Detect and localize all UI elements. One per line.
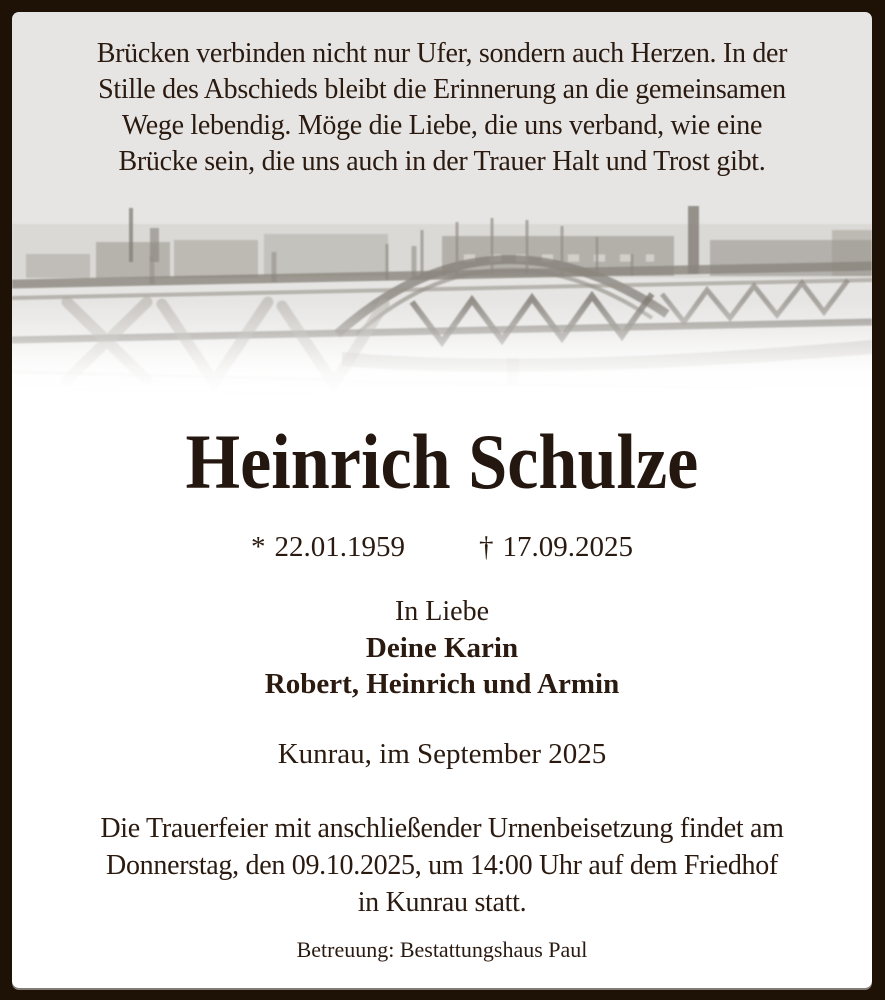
mourner-line: Deine Karin <box>365 632 519 664</box>
ceremony-line: in Kunrau statt. <box>357 887 527 918</box>
ceremony-details <box>12 810 872 921</box>
farewell-intro: In Liebe <box>394 596 490 627</box>
bridge-sketch-illustration <box>12 182 872 400</box>
death-cross-symbol: † <box>479 531 494 563</box>
quote-line: Brücke sein, die uns auch in der Trauer Halt und Trost gibt. <box>118 146 766 177</box>
farewell-block <box>12 594 872 702</box>
birth-date-group <box>251 530 405 564</box>
place-and-date: Kunrau, im September 2025 <box>277 738 607 770</box>
funeral-home-note: Betreuung: Bestattungshaus Paul <box>296 937 588 962</box>
notice-panel <box>12 12 872 988</box>
life-dates <box>12 530 872 564</box>
quote-line: Stille des Abschieds bleibt die Erinnerung an die gemeinsamen <box>98 74 786 105</box>
death-date: 17.09.2025 <box>502 531 633 563</box>
ceremony-line: Die Trauerfeier mit anschließender Urnenbeisetzung findet am <box>100 813 784 844</box>
memorial-quote <box>12 36 872 180</box>
birth-star-symbol: * <box>251 531 266 563</box>
birth-date: 22.01.1959 <box>274 531 405 563</box>
quote-line: Wege lebendig. Möge die Liebe, die uns verband, wie eine <box>121 110 763 141</box>
mourner-line: Robert, Heinrich und Armin <box>264 668 620 700</box>
deceased-name: Heinrich Schulze <box>185 418 699 505</box>
quote-line: Brücken verbinden nicht nur Ufer, sondern auch Herzen. In der <box>96 38 788 69</box>
death-date-group <box>479 530 633 564</box>
ceremony-line: Donnerstag, den 09.10.2025, um 14:00 Uhr auf dem Friedhof <box>106 850 778 881</box>
